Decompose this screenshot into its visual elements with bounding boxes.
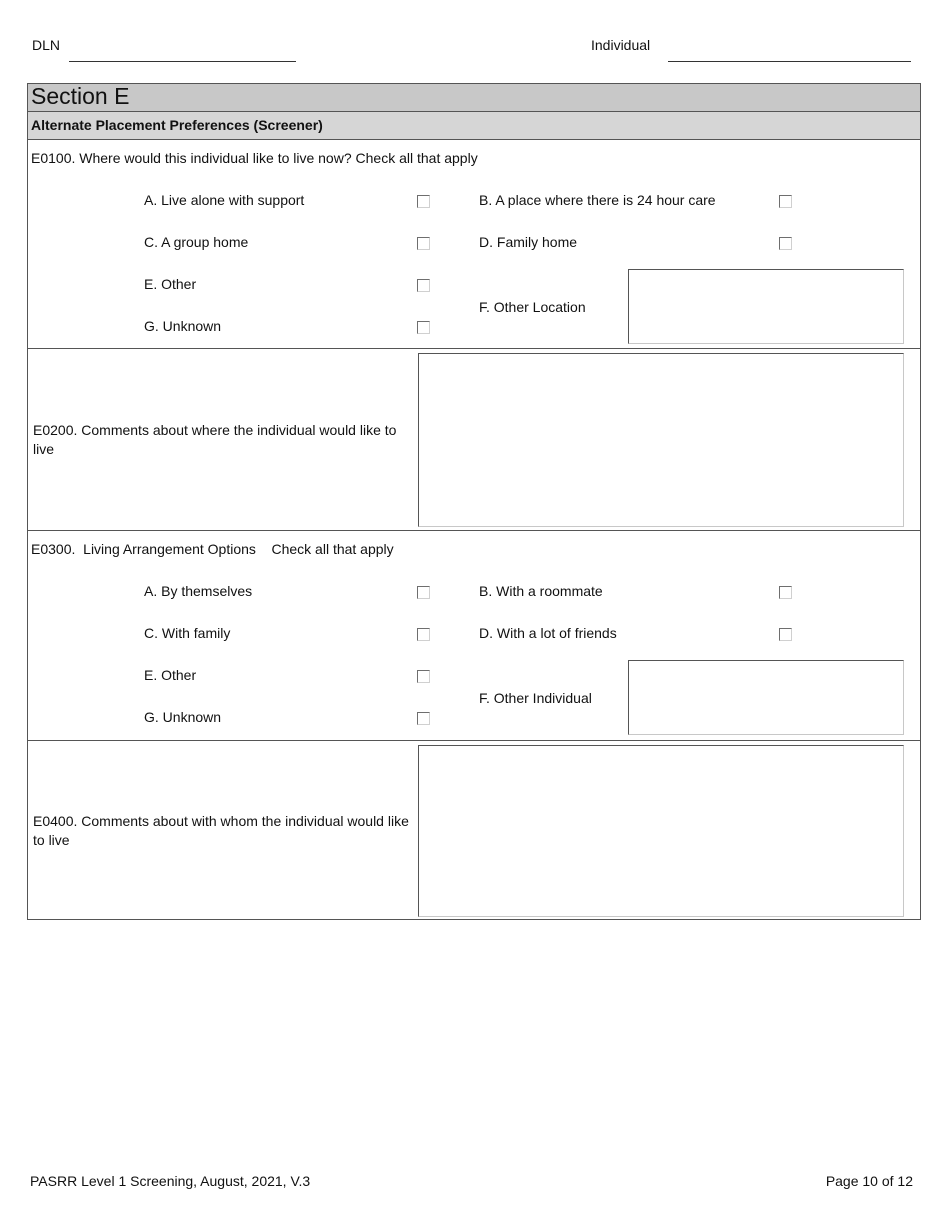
footer-form-name: PASRR Level 1 Screening, August, 2021, V.3 <box>30 1173 311 1189</box>
e0300-other-individual-label: F. Other Individual <box>479 690 592 706</box>
e0100-option-c-label: C. A group home <box>144 234 249 250</box>
e0100-other-location-label: F. Other Location <box>479 299 586 315</box>
e0100-option-g-checkbox[interactable] <box>417 321 430 334</box>
e0100-other-location-input[interactable] <box>628 269 904 344</box>
e0300-option-b-checkbox[interactable] <box>779 586 792 599</box>
e0100-question: E0100. Where would this individual like to live now? Check all that apply <box>31 150 478 166</box>
e0400-comments-input[interactable] <box>418 745 904 917</box>
individual-field[interactable] <box>668 61 911 62</box>
e0300-option-d-checkbox[interactable] <box>779 628 792 641</box>
e0300-option-a-checkbox[interactable] <box>417 586 430 599</box>
e0100-option-a-checkbox[interactable] <box>417 195 430 208</box>
e0100-option-e-label: E. Other <box>144 276 197 292</box>
e0300-option-c-checkbox[interactable] <box>417 628 430 641</box>
section-title: Section E <box>27 83 921 112</box>
e0100-option-c-checkbox[interactable] <box>417 237 430 250</box>
e0200-label: E0200. Comments about where the individual would like to live <box>33 422 397 457</box>
e0300-option-e-label: E. Other <box>144 667 197 683</box>
individual-label: Individual <box>591 37 651 53</box>
e0300-option-a-label: A. By themselves <box>144 583 253 599</box>
e0100-option-a-label: A. Live alone with support <box>144 192 305 208</box>
dln-label: DLN <box>32 37 61 53</box>
divider <box>27 348 921 349</box>
e0300-option-d-label: D. With a lot of friends <box>479 625 617 641</box>
e0300-option-g-label: G. Unknown <box>144 709 222 725</box>
e0100-option-d-label: D. Family home <box>479 234 578 250</box>
dln-field[interactable] <box>69 61 296 62</box>
e0300-option-c-label: C. With family <box>144 625 231 641</box>
subsection-title: Alternate Placement Preferences (Screener) <box>27 111 921 140</box>
e0300-question: E0300. Living Arrangement Options Check all that apply <box>31 541 394 557</box>
e0200-comments-input[interactable] <box>418 353 904 527</box>
divider <box>27 530 921 531</box>
e0300-other-individual-input[interactable] <box>628 660 904 735</box>
divider <box>27 740 921 741</box>
e0100-option-b-label: B. A place where there is 24 hour care <box>479 192 716 208</box>
e0300-option-e-checkbox[interactable] <box>417 670 430 683</box>
e0100-option-d-checkbox[interactable] <box>779 237 792 250</box>
e0100-option-b-checkbox[interactable] <box>779 195 792 208</box>
e0400-label: E0400. Comments about with whom the individual would like to live <box>33 813 409 848</box>
e0300-option-b-label: B. With a roommate <box>479 583 603 599</box>
e0300-option-g-checkbox[interactable] <box>417 712 430 725</box>
e0100-option-e-checkbox[interactable] <box>417 279 430 292</box>
footer-page-number: Page 10 of 12 <box>825 1173 913 1189</box>
e0100-option-g-label: G. Unknown <box>144 318 222 334</box>
